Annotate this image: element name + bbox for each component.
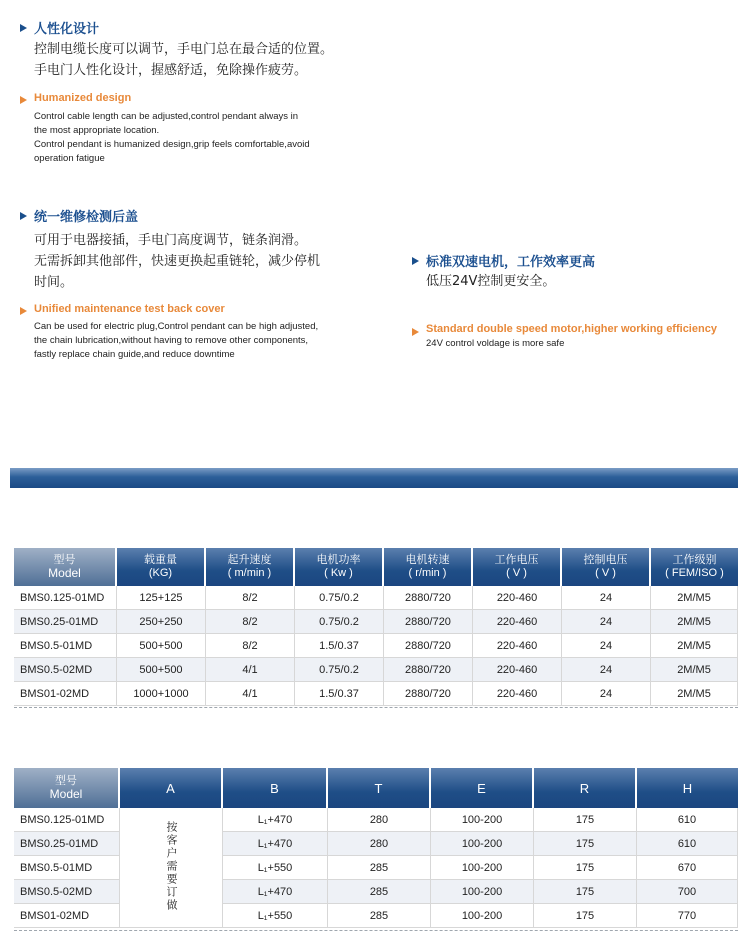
table-row (14, 610, 738, 634)
table-divider (14, 707, 738, 708)
sec3-en-body (426, 337, 564, 351)
cell: 280 (328, 832, 431, 856)
cell: 4/1 (206, 682, 295, 706)
cell: 2M/M5 (651, 634, 738, 658)
cell: 220-460 (473, 682, 562, 706)
table-header-row (14, 548, 738, 586)
cell: 0.75/0.2 (295, 610, 384, 634)
cell: BMS0.5-01MD (14, 634, 117, 658)
text-line: the most appropriate location. (34, 125, 160, 136)
col-header-model (14, 768, 120, 808)
header-en: (KG) (148, 567, 173, 579)
table-divider (14, 930, 738, 931)
table-header-row (14, 768, 738, 808)
header-en: Model (49, 787, 83, 801)
col-header-control-voltage (562, 548, 651, 586)
cell: 2M/M5 (651, 658, 738, 682)
text-line: 24V control voldage is more safe (426, 338, 565, 349)
cell: 175 (534, 808, 637, 832)
col-header-e: E (431, 768, 534, 808)
cell: 24 (562, 658, 651, 682)
cell: 100-200 (431, 808, 534, 832)
col-header-power (295, 548, 384, 586)
spec-table (14, 548, 738, 706)
cell: L₁+470 (223, 832, 328, 856)
text-line: the chain lubrication,without having to remove other components, (34, 335, 309, 346)
header-en: ( r/min ) (408, 567, 447, 579)
header-en: ( V ) (506, 567, 527, 579)
col-header-b: B (223, 768, 328, 808)
cell: 1.5/0.37 (295, 634, 384, 658)
cell: 2880/720 (384, 658, 473, 682)
cell: 700 (637, 880, 738, 904)
col-header-t: T (328, 768, 431, 808)
cell: 2880/720 (384, 682, 473, 706)
cell: 220-460 (473, 658, 562, 682)
cell: BMS0.5-02MD (14, 880, 120, 904)
cell: 1000+1000 (117, 682, 206, 706)
bullet-icon (20, 307, 27, 315)
sec3-cn-body (426, 271, 555, 292)
col-header-class (651, 548, 738, 586)
cell: 220-460 (473, 634, 562, 658)
sec2-en-title: Unified maintenance test back cover (34, 303, 225, 315)
sec3-cn-title: 标准双速电机，工作效率更高 (426, 255, 596, 270)
text-line: fastly replace chain guide,and reduce downtime (34, 349, 235, 360)
cell: 175 (534, 904, 637, 928)
header-en: ( Kw ) (324, 567, 353, 579)
col-header-h: H (637, 768, 738, 808)
text-line: Control cable length can be adjusted,control pendant always in (34, 111, 299, 122)
cell: 1.5/0.37 (295, 682, 384, 706)
cell: 280 (328, 808, 431, 832)
col-header-rpm (384, 548, 473, 586)
cell: BMS0.125-01MD (14, 586, 117, 610)
cell: 4/1 (206, 658, 295, 682)
header-en: ( FEM/ISO ) (665, 567, 724, 579)
text-line: operation fatigue (34, 153, 105, 164)
cell: 285 (328, 904, 431, 928)
cell: 670 (637, 856, 738, 880)
bullet-icon (20, 24, 27, 32)
cell: 250+250 (117, 610, 206, 634)
table-row (14, 634, 738, 658)
cell: L₁+470 (223, 808, 328, 832)
sec1-en-body (34, 110, 310, 166)
cell: BMS0.125-01MD (14, 808, 120, 832)
a-note-cell (120, 808, 223, 928)
cell: 100-200 (431, 904, 534, 928)
cell: 2880/720 (384, 586, 473, 610)
header-cn: 载重量 (144, 554, 177, 566)
cell: 24 (562, 682, 651, 706)
text-line: 低压24V控制更安全。 (426, 274, 556, 289)
header-en: Model (48, 566, 81, 580)
sec2-cn-body (34, 230, 320, 293)
col-header-r: R (534, 768, 637, 808)
cell: 285 (328, 880, 431, 904)
cell: 770 (637, 904, 738, 928)
cell: 100-200 (431, 832, 534, 856)
cell: 610 (637, 832, 738, 856)
cell: 500+500 (117, 658, 206, 682)
col-header-load (117, 548, 206, 586)
cell: 0.75/0.2 (295, 586, 384, 610)
cell: BMS0.25-01MD (14, 832, 120, 856)
cell: BMS01-02MD (14, 682, 117, 706)
cell: 125+125 (117, 586, 206, 610)
sec1-cn-title: 人性化设计 (34, 22, 100, 37)
header-cn: 型号 (55, 775, 77, 787)
text-line: 手电门人性化设计，握感舒适，免除操作疲劳。 (34, 63, 308, 78)
col-header-speed (206, 548, 295, 586)
sec2-cn-title: 统一维修检测后盖 (34, 210, 139, 225)
cell: 2880/720 (384, 610, 473, 634)
text-line: 时间。 (34, 275, 74, 290)
text-line: 无需拆卸其他部件，快速更换起重链轮，减少停机 (34, 254, 321, 269)
sec3-en-title: Standard double speed motor,higher working efficiency (426, 323, 717, 335)
bullet-icon (412, 257, 419, 265)
header-cn: 控制电压 (583, 554, 628, 566)
header-en: ( m/min ) (227, 567, 272, 579)
header-cn: 工作电压 (494, 554, 539, 566)
table-row (14, 586, 738, 610)
col-header-voltage (473, 548, 562, 586)
cell: 220-460 (473, 586, 562, 610)
cell: 2M/M5 (651, 586, 738, 610)
cell: 100-200 (431, 880, 534, 904)
cell: BMS01-02MD (14, 904, 120, 928)
cell: 100-200 (431, 856, 534, 880)
header-cn: 电机转速 (405, 554, 450, 566)
cell: 24 (562, 610, 651, 634)
col-header-model (14, 548, 117, 586)
cell: 8/2 (206, 610, 295, 634)
sec1-en-title: Humanized design (34, 92, 132, 104)
dimension-table (14, 768, 738, 928)
text-line: 控制电缆长度可以调节，手电门总在最合适的位置。 (34, 42, 334, 57)
cell: 2M/M5 (651, 610, 738, 634)
text-line: 可用于电器接插，手电门高度调节，链条润滑。 (34, 233, 308, 248)
cell: 220-460 (473, 610, 562, 634)
header-cn: 起升速度 (227, 554, 272, 566)
cell: 24 (562, 586, 651, 610)
cell: 2M/M5 (651, 682, 738, 706)
cell: 24 (562, 634, 651, 658)
header-cn: 电机功率 (316, 554, 361, 566)
cell: BMS0.25-01MD (14, 610, 117, 634)
header-cn: 工作级别 (672, 554, 717, 566)
cell: 2880/720 (384, 634, 473, 658)
text-line: Control pendant is humanized design,grip feels comfortable,avoid (34, 139, 310, 150)
table-row (14, 808, 738, 832)
cell: BMS0.5-02MD (14, 658, 117, 682)
cell: 8/2 (206, 586, 295, 610)
divider-band (10, 468, 738, 488)
cell: BMS0.5-01MD (14, 856, 120, 880)
cell: 175 (534, 880, 637, 904)
table-row (14, 682, 738, 706)
bullet-icon (20, 96, 27, 104)
header-en: ( V ) (595, 567, 616, 579)
cell: 500+500 (117, 634, 206, 658)
cell: 175 (534, 832, 637, 856)
bullet-icon (20, 212, 27, 220)
cell: L₁+550 (223, 856, 328, 880)
bullet-icon (412, 328, 419, 336)
cell: 175 (534, 856, 637, 880)
a-note: 按客户需要订做 (165, 820, 178, 912)
text-line: Can be used for electric plug,Control pendant can be high adjusted, (34, 321, 319, 332)
cell: 285 (328, 856, 431, 880)
cell: L₁+550 (223, 904, 328, 928)
cell: 8/2 (206, 634, 295, 658)
table-row (14, 658, 738, 682)
sec1-cn-body (34, 39, 333, 81)
cell: 610 (637, 808, 738, 832)
sec2-en-body (34, 320, 318, 362)
cell: L₁+470 (223, 880, 328, 904)
col-header-a: A (120, 768, 223, 808)
cell: 0.75/0.2 (295, 658, 384, 682)
header-cn: 型号 (53, 554, 76, 566)
